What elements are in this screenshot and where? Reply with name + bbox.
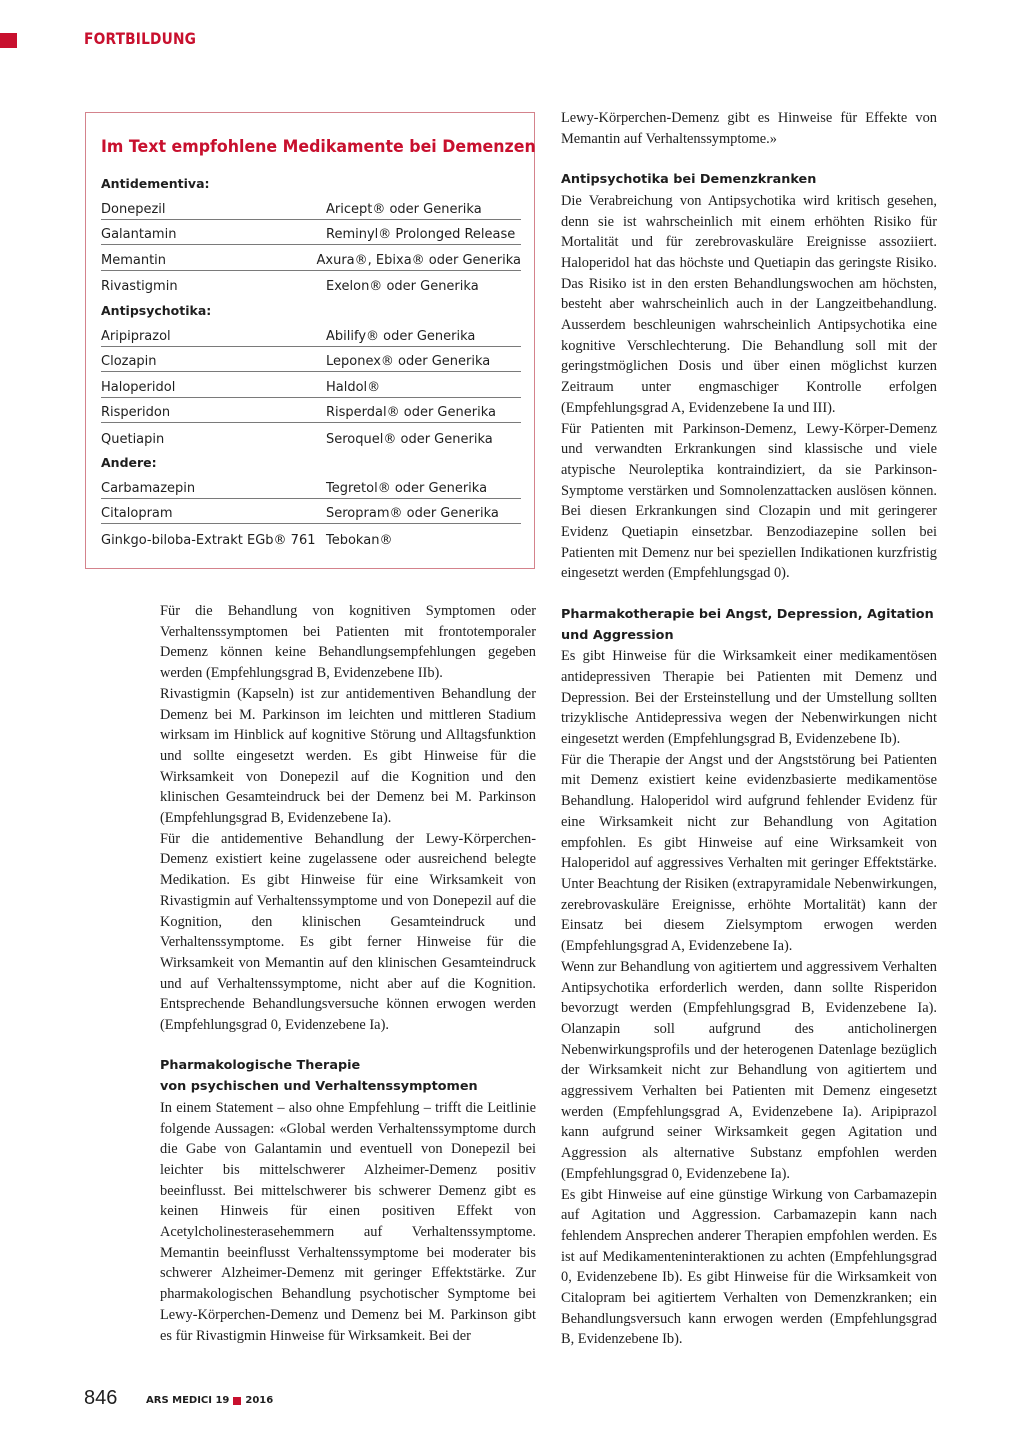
drug-row [101, 271, 521, 297]
drug-row [101, 423, 521, 449]
drug-brand: Abilify® oder Generika [326, 328, 476, 344]
group-heading: Antipsychotika: [101, 303, 212, 318]
drug-row [101, 220, 521, 246]
left-text-column [160, 601, 536, 1346]
drug-brand: Risperdal® oder Generika [326, 405, 496, 420]
drug-name: Clozapin [101, 354, 157, 369]
drug-brand: Seroquel® oder Generika [326, 431, 493, 447]
drug-row [101, 473, 521, 499]
body-paragraph: Es gibt Hinweise für die Wirksamkeit einer medikamentösen antidepressiven Therapie bei Patienten mit Demenz und Depression. Bei der Ersteinstellung und der Umstellung sollten trizyklische Antidepressiva wegen der Nebenwirkungen nicht eingesetzt werden (Empfehlungsgrad B, Evidenzebene Ib). [561, 648, 937, 748]
drug-brand: Haldol® [326, 379, 381, 395]
drug-brand: Aricept® oder Generika [326, 201, 482, 217]
section-label: FORTBILDUNG [84, 29, 197, 48]
drug-brand: Axura®, Ebixa® oder Generika [316, 252, 521, 268]
drug-name: Citalopram [101, 506, 173, 521]
body-paragraph: Lewy-Körperchen-Demenz gibt es Hinweise für Effekte von Memantin auf Verhaltenssymptome.» [561, 110, 937, 147]
journal-name: ARS MEDICI 19 [146, 1395, 230, 1406]
subheading: und Aggression [561, 627, 674, 643]
footer-journal-info [146, 1395, 273, 1406]
body-paragraph: Wenn zur Behandlung von agitiertem und aggressivem Verhalten Antipsychotika erforderlich werden, dann sollte Risperidon bevorzugt werden (Empfehlungsgrad B, Evidenzebene Ia). Olanzapin soll aufgrund des anticholinergen Nebenwirkungsprofils und der heterogenen Datenlage bezüglich der Wirksamkeit nicht zur Behandlung von agitiertem und aggressivem Verhalten bei Patienten mit Demenz eingesetzt werden (Empfehlungsgrad A, Evidenzebene Ia). Aripiprazol kann aufgrund seiner Wirksamkeit gegen Agitation und Aggression als alternative Substanz empfohlen werden (Empfehlungsgrad 0, Evidenzebene Ia). [561, 958, 937, 1182]
body-paragraph: Rivastigmin (Kapseln) ist zur antidementiven Behandlung der Demenz bei M. Parkinson im leichten und mittleren Stadium wirksam im Hinblick auf kognitive Störung und Alltagsfunktion und sollte eingesetzt werden. Es gibt Hinweise für die Wirksamkeit von Donepezil auf die Kognition und den klinischen Gesamteindruck bei der Demenz bei M. Parkinson (Empfehlungsgrad B, Evidenzebene Ia). [160, 685, 536, 827]
drug-brand: Tebokan® [326, 532, 393, 548]
drug-brand: Seropram® oder Generika [326, 506, 499, 521]
drug-name: Donepezil [101, 201, 166, 217]
right-text-column [561, 108, 937, 1350]
medication-box [85, 112, 535, 569]
drug-name: Galantamin [101, 227, 177, 242]
group-antipsychotika [101, 301, 521, 449]
drug-name: Rivastigmin [101, 279, 178, 294]
body-paragraph: In einem Statement – also ohne Empfehlung – trifft die Leitlinie folgende Aussagen: «Global werden Verhaltenssymptome durch die Gabe von Galantamin und eventuell von Donepezil bei leichter bis mittelschwerer Alzheimer-Demenz positiv beeinflusst. Bei mittelschwerer bis schwerer Demenz gibt es keinen Hinweis für einen positiven Effekt von Acetylcholinesterasehemmern auf Verhaltenssymptome. Memantin beeinflusst Verhaltenssymptome bei moderater bis schwerer Alzheimer-Demenz mit geringer Effektstärke. Zur pharmakologischen Behandlung psychotischer Symptome bei Lewy-Körperchen-Demenz und Demenz bei M. Parkinson gibt es für Rivastigmin Hinweise für Wirksamkeit. Bei der [160, 1099, 536, 1344]
body-paragraph: Die Verabreichung von Antipsychotika wird kritisch gesehen, denn sie ist wahrscheinlich mit einem erhöhten Risiko für Mortalität und für zerebrovaskuläre Ereignisse assoziiert. Haloperidol hat das höchste und Quetiapin das geringste Risiko. Das Risiko ist in den ersten Behandlungswochen am höchsten, besteht aber wahrscheinlich auch in der Langzeitbehandlung. Ausserdem beschleunigen wahrscheinlich Antipsychotika eine kognitive Verschlechterung. Die Behandlung soll mit der geringstmöglichen Dosis und über einen möglichst kurzen Zeitraum unter engmaschiger Kontrolle erfolgen (Empfehlungsgrad A, Evidenzebene Ia und III). [561, 192, 937, 416]
drug-name: Memantin [101, 252, 167, 268]
group-andere [101, 453, 521, 550]
group-heading: Andere: [101, 455, 157, 470]
drug-row [101, 398, 521, 424]
drug-row [101, 321, 521, 347]
subheading: Pharmakologische Therapie [160, 1058, 361, 1074]
drug-name: Aripiprazol [101, 328, 171, 344]
subheading: Pharmakotherapie bei Angst, Depression, Agitation [561, 606, 934, 622]
body-paragraph: Es gibt Hinweise auf eine günstige Wirkung von Carbamazepin auf Agitation und Aggression. Carbamazepin kann nach fehlendem Ansprechen anderer Therapien empfohlen werden. Es ist auf Medikamenteninteraktionen zu achten (Empfehlungsgrad 0, Evidenzebene Ib). Es gibt Hinweise für die Wirksamkeit von Citalopram bei agitiertem Verhalten von Demenzkranken; ein Behandlungsversuch kann erwogen werden (Empfehlungsgrad B, Evidenzebene Ib). [561, 1186, 937, 1348]
subheading: von psychischen und Verhaltenssymptomen [160, 1079, 478, 1095]
group-heading: Antidementiva: [101, 176, 210, 191]
body-paragraph: Für die antidementive Behandlung der Lewy-Körperchen-Demenz existiert keine zugelassene oder ausreichend belegte Medikation. Es gibt Hinweise für eine Wirksamkeit von Rivastigmin auf Verhaltenssymptome und von Donepezil auf die Kognition, den klinischen Gesamteindruck und Verhaltenssymptome. Es gibt ferner Hinweise für die Wirksamkeit von Memantin auf den klinischen Gesamteindruck und auf Verhaltenssymptome, nicht aber auf die Kognition. Entsprechende Behandlungsversuche können erwogen werden (Empfehlungsgrad 0, Evidenzebene Ia). [160, 830, 536, 1034]
drug-row [101, 194, 521, 220]
drug-brand: Reminyl® Prolonged Release [326, 227, 516, 242]
drug-brand: Tegretol® oder Generika [326, 480, 488, 496]
body-paragraph: Für die Therapie der Angst und der Angststörung bei Patienten mit Demenz existiert keine evidenzbasierte medikamentöse Behandlung. Haloperidol wird aufgrund fehlender Evidenz für eine Wirksamkeit nicht zur Behandlung von Agitation empfohlen. Es gibt Hinweise auf eine Wirksamkeit von Haloperidol auf aggressives Verhalten mit geringer Effektstärke. Unter Beachtung der Risiken (extrapyramidale Nebenwirkungen, zerebrovaskuläre Ereignisse, erhöhte Mortalität) kann der Einsatz bei diesem Zielsymptom erwogen werden (Empfehlungsgrad A, Evidenzebene Ia). [561, 751, 937, 955]
drug-name: Carbamazepin [101, 480, 196, 496]
body-paragraph: Für Patienten mit Parkinson-Demenz, Lewy-Körper-Demenz und verwandten Erkrankungen sind klassische und viele atypische Neuroleptika kontraindiziert, da sie Parkinson-Symptome verstärken und Somnolenzattacken auslösen können. Bei diesen Erkrankungen sind Clozapin und mit geringerer Evidenz Quetiapin einsetzbar. Benzodiazepine sollen bei Patienten mit Demenz nur bei speziellen Indikationen kurzfristig eingesetzt werden (Empfehlungsgad 0). [561, 420, 937, 582]
journal-year: 2016 [245, 1395, 274, 1406]
drug-name: Quetiapin [101, 431, 165, 447]
drug-row [101, 372, 521, 398]
section-marker-square [0, 33, 17, 48]
drug-row [101, 347, 521, 373]
drug-name: Haloperidol [101, 379, 176, 395]
drug-brand: Leponex® oder Generika [326, 354, 491, 369]
body-paragraph: Für die Behandlung von kognitiven Symptomen oder Verhaltenssymptomen bei Patienten mit frontotemporaler Demenz können keine Behandlungsempfehlungen gegeben werden (Empfehlungsgrad B, Evidenzebene IIb). [160, 603, 536, 682]
paragraph-gap [160, 1036, 536, 1057]
page-number: 846 [84, 1387, 118, 1409]
subheading: Antipsychotika bei Demenzkranken [561, 172, 817, 188]
drug-row [101, 524, 521, 550]
footer-marker-square [233, 1397, 241, 1405]
drug-row [101, 245, 521, 271]
group-antidementiva [101, 174, 521, 296]
paragraph-gap [561, 149, 937, 170]
drug-name: Risperidon [101, 405, 171, 420]
drug-row [101, 499, 521, 525]
paragraph-gap [561, 584, 937, 605]
box-title: Im Text empfohlene Medikamente bei Demenzen [101, 137, 536, 157]
drug-brand: Exelon® oder Generika [326, 279, 479, 294]
drug-name: Ginkgo-biloba-Extrakt EGb® 761 [101, 532, 316, 548]
